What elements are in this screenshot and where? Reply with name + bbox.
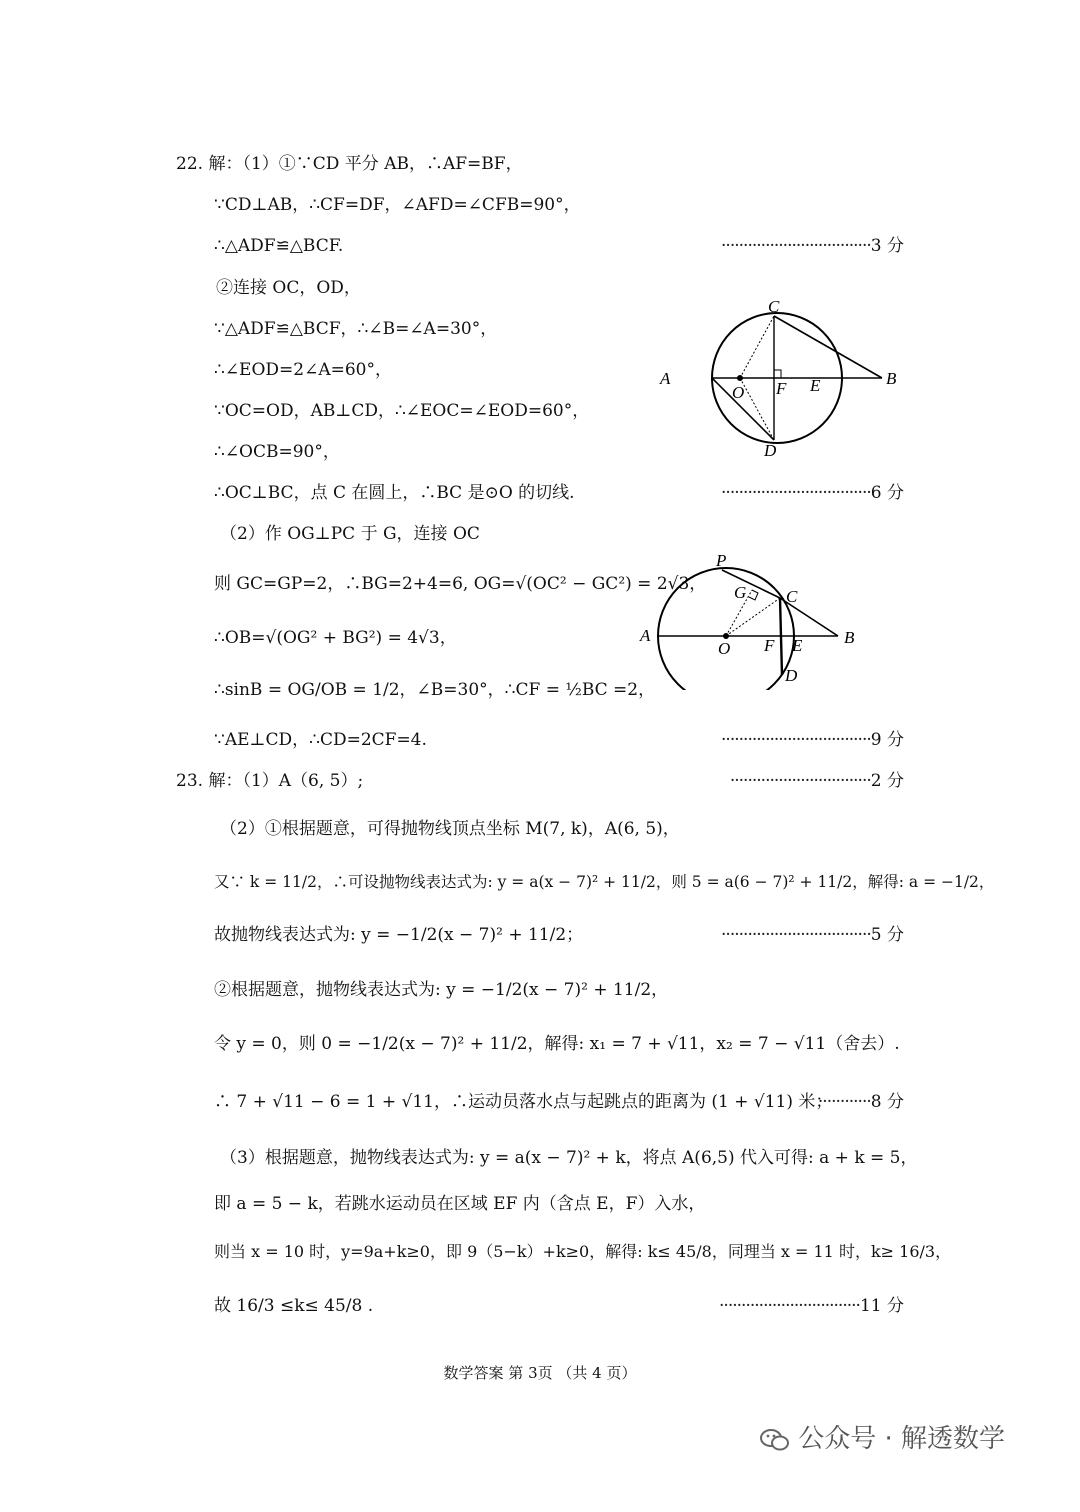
score-6: ··································6 分 — [721, 483, 904, 503]
q23-line-5: ②根据题意，抛物线表达式为: y = −1/2(x − 7)² + 11/2， — [214, 980, 669, 1000]
score-11: ································11 分 — [719, 1296, 904, 1316]
q23-line-3: 又∵ k = 11/2，∴可设抛物线表达式为: y = a(x − 7)² + 11/2，则 5 = a(6 − 7)² + 11/2，解得: a = −1/2， — [214, 873, 995, 891]
line-cb — [774, 316, 882, 378]
line-oc — [740, 316, 774, 378]
q22-line-8: ∴∠OCB=90°， — [214, 442, 340, 462]
label-e: E — [810, 376, 821, 395]
label-e2: E — [792, 636, 803, 655]
line-cd2 — [780, 598, 782, 675]
label-f: F — [776, 379, 787, 398]
label-g: G — [734, 583, 747, 602]
label-p: P — [716, 551, 727, 570]
label-a2: A — [640, 626, 651, 645]
watermark-text: 公众号 · 解透数学 — [798, 1424, 1006, 1454]
label-c2: C — [786, 587, 798, 606]
q23-line-9: 即 a = 5 − k，若跳水运动员在区域 EF 内（含点 E，F）入水， — [214, 1194, 706, 1214]
watermark — [760, 1418, 1005, 1455]
q22-line-12: ∴OB=√(OG² + BG²) = 4√3， — [214, 628, 457, 648]
label-c: C — [768, 297, 780, 316]
q22-line-10: （2）作 OG⊥PC 于 G，连接 OC — [220, 524, 480, 544]
label-d: D — [764, 441, 777, 460]
q22-line-14: ∵AE⊥CD，∴CD=2CF=4. — [214, 730, 427, 750]
q22-line-9: ∴OC⊥BC，点 C 在圆上，∴BC 是⊙O 的切线. — [214, 483, 575, 503]
q22-line-13: ∴sinB = OG/OB = 1/2，∠B=30°，∴CF = ½BC =2， — [214, 680, 656, 700]
q22-line-4: ②连接 OC，OD， — [216, 278, 361, 298]
line-oc2 — [726, 598, 780, 636]
score-2: ································2 分 — [729, 771, 904, 791]
label-o2: O — [718, 639, 731, 658]
circle-o2 — [658, 568, 794, 690]
q23-line-1: 23. 解：（1）A（6, 5）; — [176, 771, 364, 791]
label-a: A — [660, 369, 671, 388]
label-o: O — [732, 383, 745, 402]
q22-line-1: 22. 解：（1）①∵CD 平分 AB，∴AF=BF， — [176, 154, 523, 174]
q22-line-2: ∵CD⊥AB，∴CF=DF，∠AFD=∠CFB=90°， — [214, 195, 581, 215]
line-od — [740, 378, 774, 440]
score-8: ············8 分 — [817, 1092, 904, 1112]
figure-1-circle-tangent — [640, 292, 910, 462]
center-o — [737, 375, 743, 381]
q23-line-7: ∴ 7 + √11 − 6 = 1 + √11，∴运动员落水点与起跳点的距离为 (1 + √11) 米； — [214, 1092, 833, 1112]
wechat-icon — [760, 1428, 790, 1452]
label-d2: D — [785, 666, 798, 685]
q23-line-2: （2）①根据题意，可得抛物线顶点坐标 M(7, k)，A(6, 5)， — [220, 819, 680, 839]
q23-line-11: 故 16/3 ≤k≤ 45/8 . — [214, 1296, 374, 1316]
q22-line-3: ∴△ADF≌△BCF. — [214, 236, 344, 256]
q23-line-4: 故抛物线表达式为: y = −1/2(x − 7)² + 11/2； — [214, 925, 584, 945]
q22-line-5: ∵△ADF≌△BCF，∴∠B=∠A=30°， — [214, 319, 498, 339]
right-angle-g — [749, 590, 758, 600]
q22-line-6: ∴∠EOD=2∠A=60°， — [214, 360, 392, 380]
label-b: B — [886, 369, 897, 388]
q23-line-8: （3）根据题意，抛物线表达式为: y = a(x − 7)² + k，将点 A(6,5) 代入可得: a + k = 5， — [220, 1148, 918, 1168]
score-9: ··································9 分 — [721, 730, 904, 750]
label-b2: B — [844, 628, 855, 647]
score-3: ··································3 分 — [721, 236, 904, 256]
q22-line-11: 则 GC=GP=2，∴BG=2+4=6, OG=√(OC² − GC²) = 2√3， — [214, 574, 707, 594]
q22-line-7: ∵OC=OD，AB⊥CD，∴∠EOC=∠EOD=60°， — [214, 401, 590, 421]
figure-2-circle-chord — [630, 550, 870, 690]
label-f2: F — [764, 636, 775, 655]
right-angle-f — [774, 370, 781, 378]
score-5: ··································5 分 — [721, 925, 904, 945]
q23-line-6: 令 y = 0，则 0 = −1/2(x − 7)² + 11/2，解得: x₁ = 7 + √11，x₂ = 7 − √11（舍去）. — [214, 1034, 900, 1054]
q23-line-10: 则当 x = 10 时，y=9a+k≥0，即 9（5−k）+k≥0，解得: k≤ 45/8，同理当 x = 11 时，k≥ 16/3， — [214, 1242, 952, 1261]
page-footer: 数学答案 第 3页 （共 4 页） — [443, 1364, 637, 1382]
